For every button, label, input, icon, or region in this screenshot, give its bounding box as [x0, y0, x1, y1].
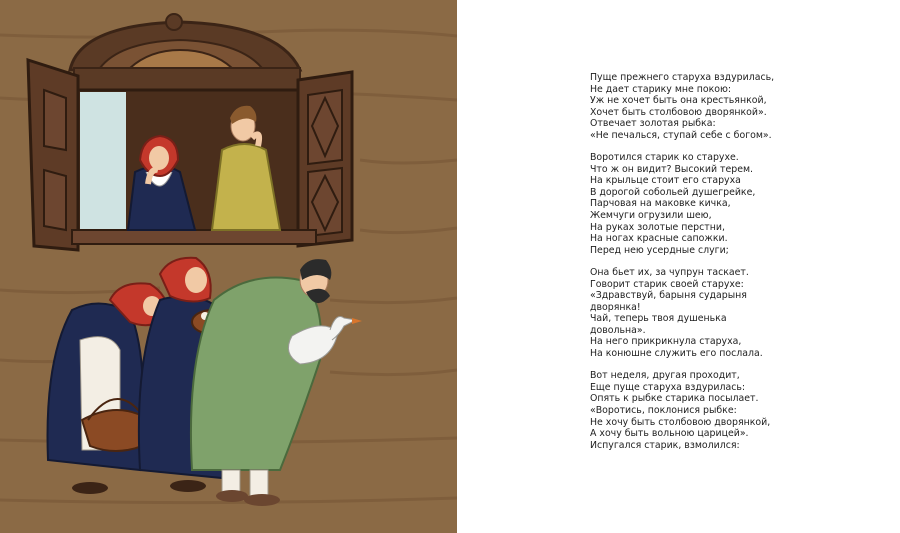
poem-line: А хочу быть вольною царицей». [590, 428, 749, 440]
poem-line: Она бьет их, за чупрун таскает. [590, 266, 749, 278]
poem-line: На руках золотые перстни, [590, 221, 725, 233]
poem-line: «Не печалься, ступай себе с богом». [590, 129, 772, 141]
old-man-with-goose [191, 259, 362, 506]
stanza [590, 267, 890, 360]
poem-line: В дорогой собольей душегрейке, [590, 186, 756, 198]
window-pediment [70, 14, 300, 90]
poem-line: дворянка! [590, 301, 641, 313]
right-shutter [298, 72, 352, 246]
poem-line: Не дает старику мне покою: [590, 83, 732, 95]
poem-text [590, 72, 890, 462]
text-page [457, 0, 900, 533]
poem-line: «Здравствуй, барыня сударыня [590, 290, 747, 302]
poem-line: Вот неделя, другая проходит, [590, 370, 740, 382]
poem-line: Опять к рыбке старика посылает. [590, 393, 759, 405]
poem-line: Воротился старик ко старухе. [590, 152, 739, 164]
poem-line: На крыльце стоит его старуха [590, 175, 741, 187]
stanza [590, 72, 890, 142]
poem-line: «Воротись, поклонися рыбке: [590, 404, 737, 416]
poem-line: Что ж он видит? Высокий терем. [590, 163, 754, 175]
poem-line: Говорит старик своей старухе: [590, 278, 744, 290]
poem-line: Еще пуще старуха вздурилась: [590, 381, 746, 393]
poem-line: Уж не хочет быть она крестьянкой, [590, 95, 767, 107]
poem-line: Пуще прежнего старуха вздурилась, [590, 72, 775, 83]
stanza [590, 370, 890, 451]
poem-line: Парчовая на маковке кичка, [590, 198, 731, 210]
poem-line: Хочет быть столбовою дворянкой». [590, 106, 767, 118]
poem-line: Чай, теперь твоя душенька [590, 313, 727, 325]
poem-line: На конюшне служить его послала. [590, 348, 763, 360]
poem-line: Испугался старик, взмолился: [590, 439, 740, 451]
poem-line: На него прикрикнула старуха, [590, 336, 742, 348]
poem-line: Отвечает золотая рыбка: [590, 118, 716, 130]
poem-line: На ногах красные сапожки. [590, 233, 728, 245]
stanza [590, 152, 890, 256]
poem-line: Перед нею усердные слуги; [590, 244, 729, 256]
poem-line: довольна». [590, 324, 646, 336]
poem-line: Жемчуги огрузили шею, [590, 210, 712, 222]
left-shutter [28, 60, 78, 250]
poem-line: Не хочу быть столбовою дворянкой, [590, 416, 771, 428]
